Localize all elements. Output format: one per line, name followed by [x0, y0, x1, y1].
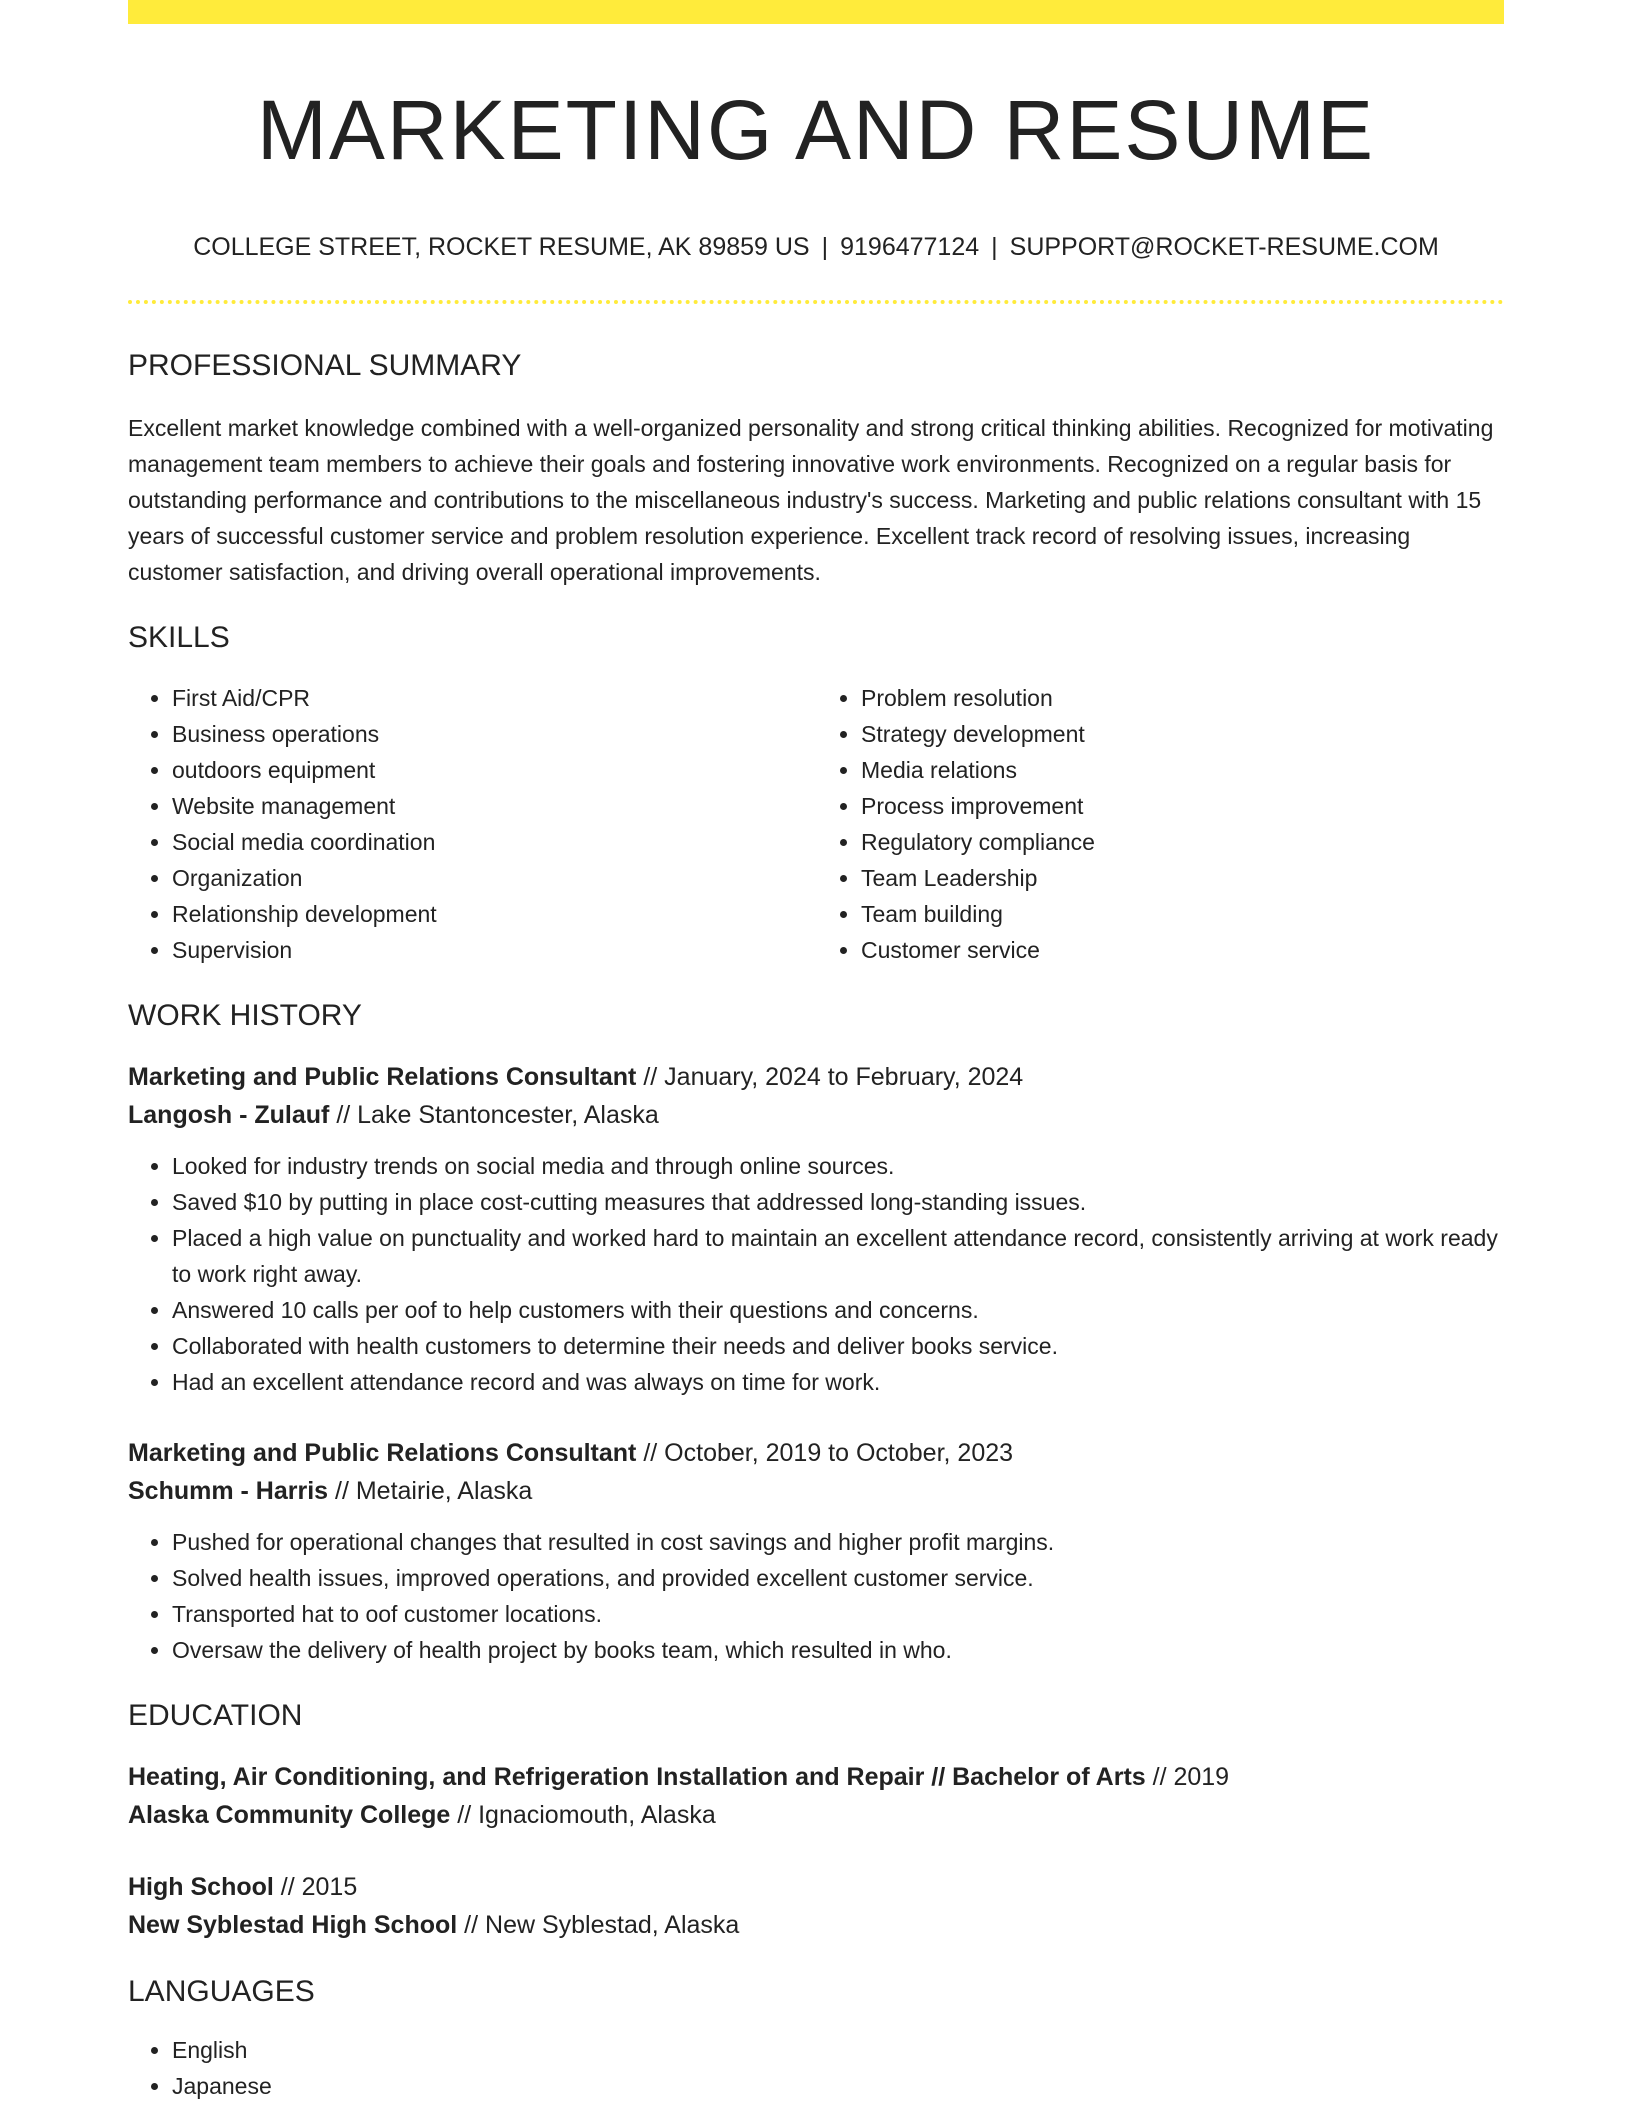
skill-item: • Team Leadership	[861, 860, 1504, 896]
job-dates: // January, 2024 to February, 2024	[636, 1063, 1024, 1092]
skill-item: • Customer service	[861, 932, 1504, 968]
resume-page	[128, 0, 1504, 2104]
language-item: • English	[172, 2032, 1504, 2068]
job-bullet: • Solved health issues, improved operations, and provided excellent customer service.	[172, 1560, 1504, 1596]
skill-item: • First Aid/CPR	[172, 680, 815, 716]
skill-item: • Business operations	[172, 716, 815, 752]
section-title-skills: SKILLS	[128, 621, 230, 655]
job-entry	[128, 1434, 1504, 1668]
job-bullet: • Looked for industry trends on social media and through online sources.	[172, 1148, 1504, 1184]
job-bullet: • Oversaw the delivery of health project by books team, which resulted in who.	[172, 1632, 1504, 1668]
skill-item: • Team building	[861, 896, 1504, 932]
section-title-education: EDUCATION	[128, 1699, 303, 1733]
job-company: Langosh - Zulauf	[128, 1101, 330, 1130]
skill-item: • Social media coordination	[172, 824, 815, 860]
job-role: Marketing and Public Relations Consultant	[128, 1439, 637, 1468]
skill-item: • Regulatory compliance	[861, 824, 1504, 860]
summary-text: Excellent market knowledge combined with a well-organized personality and strong critical thinking abilities. Recognized for motivating management team members to achieve their goals and fostering innovative work environments. Recognized on a regular basis for outstanding performance and contributions to the miscellaneous industry's success. Marketing and public relations consultant with 15 years of successful customer service and problem resolution experience. Excellent track record of resolving issues, increasing customer satisfaction, and driving overall operational improvements.	[128, 415, 1494, 586]
language-item: • Japanese	[172, 2068, 1504, 2104]
job-bullets	[128, 1148, 1504, 1400]
job-company: Schumm - Harris	[128, 1477, 329, 1506]
section-title-work-history: WORK HISTORY	[128, 999, 362, 1033]
skill-item: • outdoors equipment	[172, 752, 815, 788]
job-bullets	[128, 1524, 1504, 1668]
education-entry	[128, 1758, 1504, 1834]
languages-list	[128, 2032, 1504, 2104]
edu-degree: High School	[128, 1873, 274, 1902]
job-role-line	[128, 1434, 1504, 1472]
dotted-divider	[128, 300, 1504, 304]
phone: 9196477124	[840, 233, 980, 262]
job-role: Marketing and Public Relations Consultant	[128, 1063, 637, 1092]
edu-degree: Heating, Air Conditioning, and Refrigeration Installation and Repair // Bachelor of Arts	[128, 1763, 1146, 1792]
contact-separator: |	[821, 233, 829, 262]
edu-school: Alaska Community College	[128, 1801, 451, 1830]
edu-degree-line	[128, 1758, 1504, 1796]
skill-item: • Problem resolution	[861, 680, 1504, 716]
job-bullet: • Placed a high value on punctuality and worked hard to maintain an excellent attendance record, consistently arriving at work ready to work right away.	[172, 1220, 1504, 1292]
skill-item: • Process improvement	[861, 788, 1504, 824]
skill-item: • Strategy development	[861, 716, 1504, 752]
skills-columns	[128, 680, 1504, 968]
contact-separator: |	[991, 233, 998, 262]
skill-item: • Relationship development	[172, 896, 815, 932]
email: SUPPORT@ROCKET-RESUME.COM	[1009, 233, 1439, 262]
edu-year: // 2019	[1145, 1763, 1230, 1792]
job-bullet: • Answered 10 calls per oof to help customers with their questions and concerns.	[172, 1292, 1504, 1328]
edu-school-line	[128, 1796, 1504, 1834]
job-entry	[128, 1058, 1504, 1400]
job-bullet: • Had an excellent attendance record and was always on time for work.	[172, 1364, 1504, 1400]
address: COLLEGE STREET, ROCKET RESUME, AK 89859 US	[193, 233, 810, 262]
edu-school-line	[128, 1906, 1504, 1944]
skill-item: • Media relations	[861, 752, 1504, 788]
contact-line	[128, 232, 1504, 262]
job-dates: // October, 2019 to October, 2023	[636, 1439, 1014, 1468]
job-bullet: • Pushed for operational changes that resulted in cost savings and higher profit margins.	[172, 1524, 1504, 1560]
skills-list-left	[128, 680, 815, 968]
job-bullet: • Saved $10 by putting in place cost-cutting measures that addressed long-standing issues.	[172, 1184, 1504, 1220]
education-entry	[128, 1868, 1504, 1944]
section-title-languages: LANGUAGES	[128, 1975, 315, 2009]
edu-degree-line	[128, 1868, 1504, 1906]
job-location: // Metairie, Alaska	[328, 1477, 533, 1506]
job-company-line	[128, 1472, 1504, 1510]
skill-item: • Website management	[172, 788, 815, 824]
job-bullet: • Collaborated with health customers to determine their needs and deliver books service.	[172, 1328, 1504, 1364]
edu-location: // New Syblestad, Alaska	[457, 1911, 740, 1940]
job-role-line	[128, 1058, 1504, 1096]
edu-location: // Ignaciomouth, Alaska	[450, 1801, 716, 1830]
skill-item: • Organization	[172, 860, 815, 896]
skills-list-right	[815, 680, 1504, 968]
top-accent-bar	[128, 0, 1504, 24]
edu-year: // 2015	[273, 1873, 358, 1902]
job-company-line	[128, 1096, 1504, 1134]
section-title-summary: PROFESSIONAL SUMMARY	[128, 349, 522, 383]
edu-school: New Syblestad High School	[128, 1911, 458, 1940]
job-location: // Lake Stantoncester, Alaska	[329, 1101, 659, 1130]
resume-name: MARKETING AND RESUME	[256, 83, 1376, 177]
skill-item: • Supervision	[172, 932, 815, 968]
job-bullet: • Transported hat to oof customer locations.	[172, 1596, 1504, 1632]
